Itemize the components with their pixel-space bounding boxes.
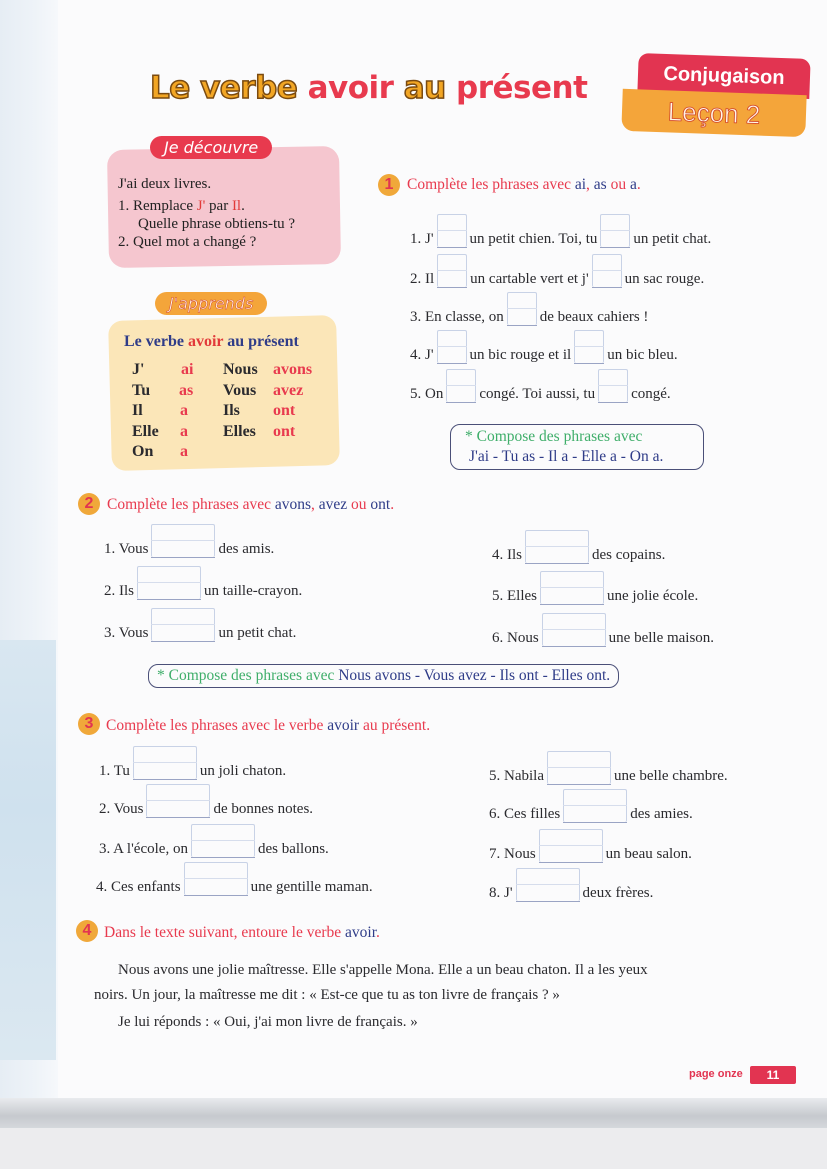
conj-row: Il a Ils ont [132,402,296,419]
exercise-number-badge: 4 [76,920,98,942]
text-line: Je lui réponds : « Oui, j'ai mon livre de français. » [118,1014,418,1030]
exercise-2-line: 5. Elles une jolie école. [492,588,699,604]
answer-blank[interactable] [574,363,604,364]
exercise-2-line: 4. Ils des copains. [492,547,666,563]
exercise-number-badge: 2 [78,493,100,515]
conjugation-table-title: Le verbe avoir au présent [124,333,299,350]
scan-bottom-shadow [0,1098,827,1128]
title-part-avoir: avoir [307,70,394,106]
category-tag: Conjugaison [637,53,810,99]
answer-blank[interactable] [592,287,622,288]
exercise-3-line: 8. J' deux frères. [489,885,654,901]
answer-blank[interactable] [437,287,467,288]
exercise-2-line: 1. Vous des amis. [104,541,275,557]
conjugation-table [130,360,330,463]
answer-blank[interactable] [146,817,210,818]
conj-row: Elle a Elles ont [132,422,296,440]
decouvre-line: J'ai deux livres. [118,176,212,192]
answer-blank[interactable] [539,862,603,863]
exercise-1-line: 2. Il un cartable vert et j' un sac rouge. [410,271,705,287]
answer-blank[interactable] [516,901,580,902]
decouvre-text [118,175,295,251]
exercise-2-line: 6. Nous une belle maison. [492,630,715,646]
decouvre-label: Je découvre [150,136,272,159]
answer-blank[interactable] [137,599,201,600]
text-line: noirs. Un jour, la maîtresse me dit : « Est-ce que tu as ton livre de français ? » [94,987,560,1003]
exercise-3-line: 4. Ces enfants une gentille maman. [96,879,373,895]
answer-blank[interactable] [598,402,628,403]
page-title [150,70,587,106]
conj-row: J' ai Nous avons [132,361,313,378]
page-number: 11 [750,1066,796,1084]
apprends-label: J'apprends [155,292,267,315]
exercise-1-line: 5. On congé. Toi aussi, tu congé. [410,386,671,402]
exercise-2-instruction: Complète les phrases avec avons, avez ou ont. [107,496,395,513]
compose-box-2: * Compose des phrases avec Nous avons - Vous avez - Ils ont - Elles ont. [148,664,619,688]
answer-blank[interactable] [151,641,215,642]
decouvre-question-2: 2. Quel mot a changé ? [118,234,257,250]
exercise-3-line: 5. Nabila une belle chambre. [489,768,728,784]
decouvre-question-1b: Quelle phrase obtiens-tu ? [138,216,296,232]
exercise-2-line: 3. Vous un petit chat. [104,625,297,641]
decouvre-question-1: 1. Remplace J' par Il. [118,198,245,214]
exercise-1-line: 1. J' un petit chien. Toi, tu un petit chat. [410,231,712,247]
scan-bottom-strip [0,1128,827,1169]
conj-row: On a [132,443,188,460]
answer-blank[interactable] [600,247,630,248]
exercise-3-line: 1. Tu un joli chaton. [99,763,287,779]
scan-left-band [0,640,56,1060]
exercise-4-text [94,958,774,1035]
answer-blank[interactable] [184,895,248,896]
title-part-present: présent [456,70,588,106]
exercise-1-line: 4. J' un bic rouge et il un bic bleu. [410,347,678,363]
answer-blank[interactable] [547,784,611,785]
exercise-3-line: 3. A l'école, on des ballons. [99,841,329,857]
conj-row: Tu as Vous avez [132,381,304,399]
exercise-number-badge: 3 [78,713,100,735]
exercise-4-instruction: Dans le texte suivant, entoure le verbe avoir. [104,924,380,941]
lesson-tag-label: Leçon 2 [667,95,761,130]
answer-blank[interactable] [437,363,467,364]
exercise-1-instruction: Complète les phrases avec ai, as ou a. [407,176,641,193]
title-part-au: au [403,70,446,106]
answer-blank[interactable] [446,402,476,403]
answer-blank[interactable] [542,646,606,647]
compose-box-1: * Compose des phrases avec J'ai - Tu as - Il a - Elle a - On a. [450,424,704,470]
answer-blank[interactable] [525,563,589,564]
page-label: page onze [689,1068,743,1080]
lesson-tag [621,89,806,137]
exercise-1-line: 3. En classe, on de beaux cahiers ! [410,309,649,325]
answer-blank[interactable] [151,557,215,558]
exercise-3-line: 6. Ces filles des amies. [489,806,693,822]
exercise-3-line: 2. Vous de bonnes notes. [99,801,314,817]
answer-blank[interactable] [191,857,255,858]
answer-blank[interactable] [507,325,537,326]
exercise-2-line: 2. Ils un taille-crayon. [104,583,303,599]
exercise-3-instruction: Complète les phrases avec le verbe avoir au présent. [106,717,431,734]
answer-blank[interactable] [563,822,627,823]
answer-blank[interactable] [437,247,467,248]
answer-blank[interactable] [133,779,197,780]
title-part-le-verbe: Le verbe [150,70,298,106]
exercise-number-badge: 1 [378,174,400,196]
answer-blank[interactable] [540,604,604,605]
text-line: Nous avons une jolie maîtresse. Elle s'appelle Mona. Elle a un beau chaton. Il a les yeux [118,962,648,978]
exercise-3-line: 7. Nous un beau salon. [489,846,692,862]
